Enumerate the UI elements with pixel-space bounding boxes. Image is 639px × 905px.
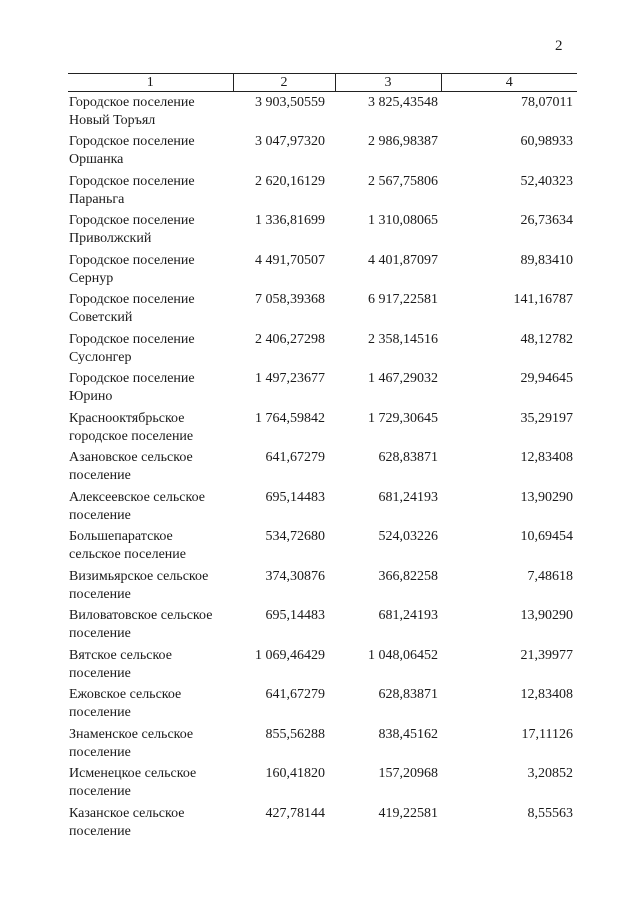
table-row [68, 131, 577, 171]
value-col-2: 4 491,70507 [255, 252, 325, 268]
settlement-name-cell [68, 368, 233, 408]
table-row [68, 408, 577, 448]
table-row [68, 329, 577, 369]
settlement-name-line2: Приволжский [69, 231, 152, 246]
settlement-name-line1: Алексеевское сельское [69, 489, 205, 505]
value-col-4: 17,11126 [521, 726, 573, 742]
value-col-4: 8,55563 [527, 805, 573, 821]
value-col-4: 12,83408 [520, 450, 573, 465]
header-col-1: 1 [68, 74, 233, 92]
value-col-4: 12,83408 [520, 687, 573, 702]
value-col-4: 13,90290 [520, 608, 573, 623]
settlement-name-cell [68, 763, 233, 803]
value-col-3: 2 567,75806 [368, 173, 438, 189]
settlement-name-line2: поселение [69, 744, 131, 760]
value-col-3: 1 048,06452 [368, 647, 438, 663]
settlement-name-line1: Городское поселение [69, 134, 195, 149]
value-col-3: 419,22581 [378, 805, 438, 821]
value-col-4: 3,20852 [527, 766, 573, 781]
value-col-2: 160,41820 [265, 766, 325, 781]
settlement-name-cell [68, 210, 233, 250]
settlement-name-line1: Городское поселение [69, 173, 195, 189]
settlement-name-line1: Визимьярское сельское [69, 568, 209, 584]
settlement-name-line2: поселение [69, 507, 131, 523]
table-row [68, 684, 577, 724]
settlement-name-line1: Вятское сельское [69, 647, 172, 663]
value-col-2: 695,14483 [265, 608, 325, 623]
value-col-2: 2 406,27298 [255, 331, 325, 347]
value-col-3: 1 729,30645 [368, 410, 438, 426]
settlement-name-line1: Городское поселение [69, 292, 195, 307]
settlement-name-line2: сельское поселение [69, 547, 186, 562]
settlement-name-cell [68, 724, 233, 764]
settlement-name-line2: поселение [69, 468, 131, 483]
settlement-name-cell [68, 329, 233, 369]
value-col-4: 26,73634 [520, 213, 573, 228]
settlement-name-line2: Новый Торъял [69, 113, 156, 128]
table-row [68, 645, 577, 685]
settlement-name-cell [68, 131, 233, 171]
settlement-name-line1: Городское поселение [69, 213, 195, 228]
settlement-name-cell [68, 605, 233, 645]
value-col-2: 374,30876 [265, 568, 325, 584]
value-col-4: 89,83410 [520, 252, 573, 268]
value-col-3: 1 310,08065 [368, 213, 438, 228]
settlement-name-line2: Сернур [69, 270, 114, 286]
page-number: 2 [555, 38, 563, 54]
table-row [68, 605, 577, 645]
settlement-name-line1: Казанское сельское [69, 805, 185, 821]
table-row [68, 803, 577, 843]
table-row [68, 250, 577, 290]
settlement-name-cell [68, 408, 233, 448]
value-col-3: 681,24193 [378, 489, 438, 505]
settlement-name-cell [68, 684, 233, 724]
value-col-3: 628,83871 [378, 450, 438, 465]
table-row [68, 92, 577, 132]
value-col-2: 1 764,59842 [255, 410, 325, 426]
value-col-2: 534,72680 [265, 529, 325, 544]
value-col-3: 3 825,43548 [368, 95, 438, 110]
value-col-3: 1 467,29032 [368, 371, 438, 386]
header-col-4: 4 [441, 74, 577, 92]
settlement-name-line2: поселение [69, 586, 131, 602]
header-col-2: 2 [233, 74, 335, 92]
settlement-name-line2: Юрино [69, 389, 113, 404]
value-col-4: 48,12782 [520, 331, 573, 347]
settlement-name-cell [68, 803, 233, 843]
table-row [68, 526, 577, 566]
settlement-name-line2: Оршанка [69, 152, 124, 167]
value-col-4: 21,39977 [520, 647, 573, 663]
table-header [68, 74, 577, 92]
settlement-name-line1: Знаменское сельское [69, 726, 194, 742]
value-col-2: 2 620,16129 [255, 173, 325, 189]
settlement-name-line2: Советский [69, 310, 133, 325]
value-col-3: 4 401,87097 [368, 252, 438, 268]
settlement-name-line1: Городское поселение [69, 371, 195, 386]
settlement-name-cell [68, 250, 233, 290]
value-col-4: 29,94645 [520, 371, 573, 386]
settlement-name-line1: Городское поселение [69, 252, 195, 268]
value-col-2: 695,14483 [265, 489, 325, 505]
value-col-3: 838,45162 [378, 726, 438, 742]
settlement-name-line2: Суслонгер [69, 349, 132, 365]
settlement-name-line2: городское поселение [69, 428, 194, 444]
value-col-2: 641,67279 [265, 450, 325, 465]
value-col-2: 3 903,50559 [255, 95, 325, 110]
table-body [68, 92, 577, 843]
table-row [68, 487, 577, 527]
value-col-4: 7,48618 [527, 568, 573, 584]
value-col-3: 157,20968 [378, 766, 438, 781]
table-row [68, 724, 577, 764]
value-col-4: 35,29197 [520, 410, 573, 426]
settlement-name-line1: Исменецкое сельское [69, 766, 197, 781]
value-col-2: 1 497,23677 [255, 371, 325, 386]
settlement-name-cell [68, 289, 233, 329]
value-col-3: 366,82258 [378, 568, 438, 584]
settlement-name-line2: поселение [69, 784, 131, 799]
settlement-name-cell [68, 487, 233, 527]
value-col-2: 3 047,97320 [255, 134, 325, 149]
settlement-name-line2: поселение [69, 665, 131, 681]
settlement-name-line2: поселение [69, 823, 131, 839]
table-row [68, 763, 577, 803]
settlement-name-line1: Городское поселение [69, 331, 195, 347]
value-col-3: 628,83871 [378, 687, 438, 702]
settlement-name-line1: Виловатовское сельское [69, 608, 213, 623]
value-col-4: 60,98933 [520, 134, 573, 149]
settlement-name-cell [68, 447, 233, 487]
header-col-3: 3 [335, 74, 441, 92]
settlement-name-line2: поселение [69, 626, 131, 641]
value-col-2: 427,78144 [265, 805, 325, 821]
settlement-name-cell [68, 645, 233, 685]
value-col-4: 52,40323 [520, 173, 573, 189]
table-row [68, 368, 577, 408]
value-col-3: 2 358,14516 [368, 331, 438, 347]
settlement-name-cell [68, 92, 233, 132]
value-col-3: 2 986,98387 [368, 134, 438, 149]
settlement-name-line2: Параньга [69, 191, 125, 207]
value-col-2: 7 058,39368 [255, 292, 325, 307]
table-row [68, 447, 577, 487]
settlement-name-line1: Азановское сельское [69, 450, 193, 465]
settlement-name-cell [68, 566, 233, 606]
settlement-name-line1: Краснооктябрьское [69, 410, 185, 426]
value-col-2: 1 069,46429 [255, 647, 325, 663]
value-col-4: 78,07011 [521, 95, 573, 110]
table-row [68, 210, 577, 250]
value-col-3: 6 917,22581 [368, 292, 438, 307]
value-col-3: 524,03226 [378, 529, 438, 544]
value-col-2: 641,67279 [265, 687, 325, 702]
value-col-4: 13,90290 [520, 489, 573, 505]
table-row [68, 289, 577, 329]
table-row [68, 566, 577, 606]
header-row [68, 74, 577, 92]
value-col-3: 681,24193 [378, 608, 438, 623]
settlement-name-line1: Городское поселение [69, 95, 195, 110]
table-row [68, 171, 577, 211]
settlement-name-line2: поселение [69, 705, 131, 720]
settlement-name-cell [68, 171, 233, 211]
data-table [68, 73, 577, 842]
value-col-2: 855,56288 [265, 726, 325, 742]
settlement-name-line1: Большепаратское [69, 529, 173, 544]
value-col-4: 10,69454 [520, 529, 573, 544]
settlement-name-cell [68, 526, 233, 566]
value-col-2: 1 336,81699 [255, 213, 325, 228]
value-col-4: 141,16787 [513, 292, 573, 307]
settlement-name-line1: Ежовское сельское [69, 687, 182, 702]
